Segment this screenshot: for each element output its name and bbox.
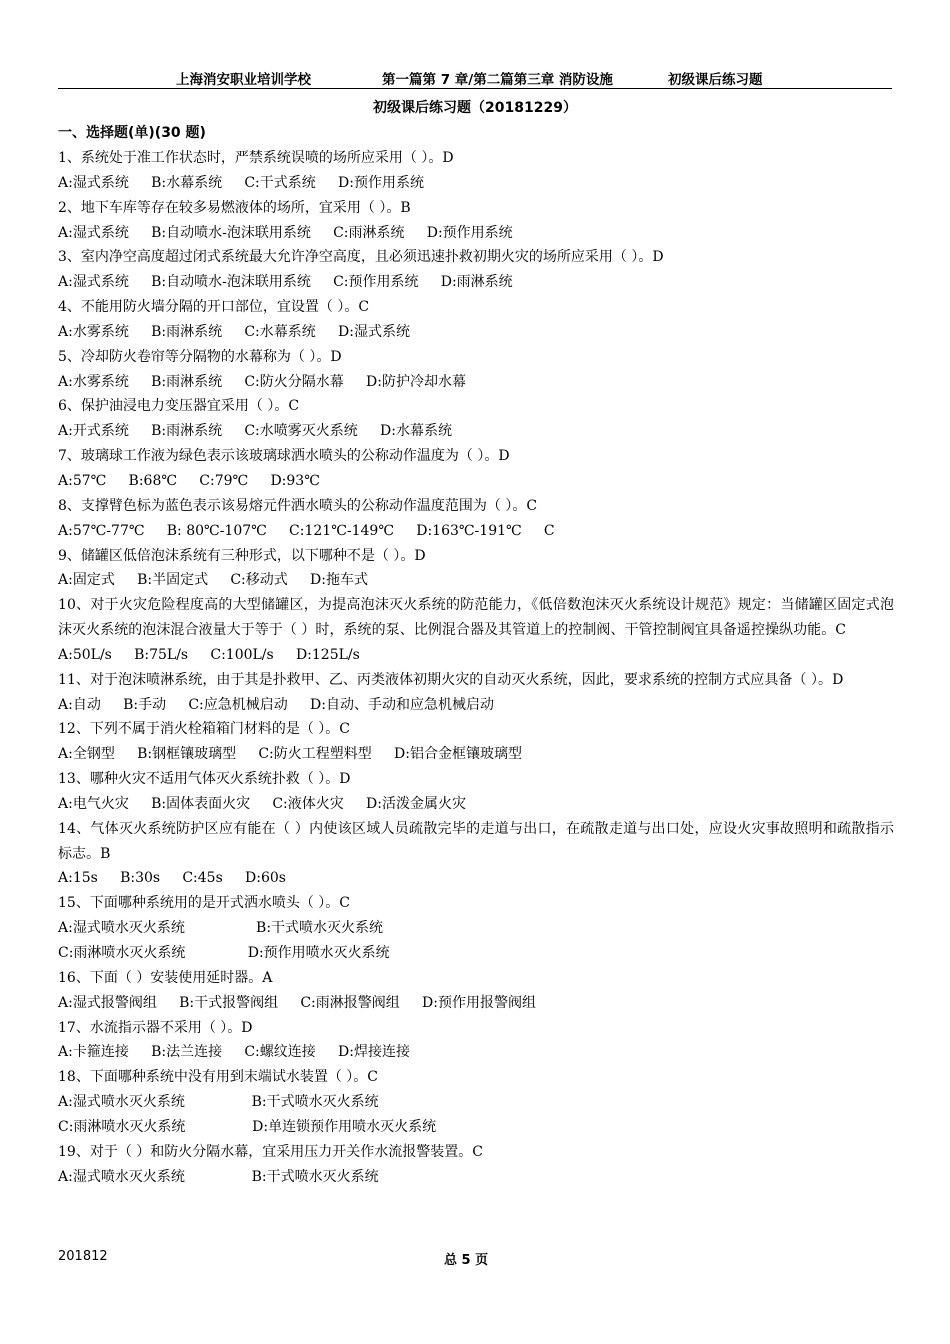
- text-line: A:湿式喷水灭火系统 B:干式喷水灭火系统: [58, 1094, 379, 1111]
- header-school: 上海消安职业培训学校: [176, 72, 311, 88]
- text-line: A:50L/s B:75L/s C:100L/s D:125L/s: [58, 646, 360, 663]
- text-line: 9、储罐区低倍泡沫系统有三种形式，以下哪种不是（ ）。D: [58, 547, 426, 564]
- text-line: 19、对于（ ）和防火分隔水幕，宜采用压力开关作水流报警装置。C: [58, 1143, 483, 1160]
- question-list: [58, 146, 894, 1189]
- text-line: 7、玻璃球工作液为绿色表示该玻璃球洒水喷头的公称动作温度为（ ）。D: [58, 448, 510, 465]
- text-line: 1、系统处于准工作状态时，严禁系统误喷的场所应采用（ ）。D: [58, 150, 454, 166]
- text-line: A:57℃ B:68℃ C:79℃ D:93℃: [58, 472, 320, 489]
- question-10: 10、对于火灾危险程度高的大型储罐区，为提高泡沫灭火系统的防范能力，《低倍数泡沫灭火系统设计规范》规定：当储罐区固定式泡沫灭火系统的泡沫混合液量大于等于（ ）时，系统的泵、比例混合器及其管道上的控制阀、干管控制阀宜具备遥控操纵功能。C: [58, 597, 894, 639]
- text-line: A:开式系统 B:雨淋系统 C:水喷雾灭火系统 D:水幕系统: [58, 423, 452, 440]
- question-14: 14、气体灭火系统防护区应有能在（ ）内使该区域人员疏散完毕的走道与出口，在疏散走道与出口处，应设火灾事故照明和疏散指示标志。B: [58, 820, 894, 862]
- text-line: 5、冷却防火卷帘等分隔物的水幕称为（ ）。D: [58, 348, 342, 365]
- section-title: 一、选择题(单)(30 题): [58, 125, 206, 141]
- document-title: 初级课后练习题（20181229）: [373, 100, 577, 116]
- text-line: 13、哪种火灾不适用气体灭火系统扑救（ ）。D: [58, 771, 351, 788]
- question-11: 11、对于泡沫喷淋系统，由于其是扑救甲、乙、丙类液体初期火灾的自动灭火系统，因此，要求系统的控制方式应具备（ ）。D: [58, 671, 844, 688]
- text-line: 16、下面（ ）安装使用延时器。A: [58, 969, 273, 986]
- text-line: 6、保护油浸电力变压器宜采用（ ）。C: [58, 398, 300, 415]
- text-line: A:57℃-77℃ B: 80℃-107℃ C:121℃-149℃ D:163℃-191℃ C: [58, 522, 555, 539]
- footer-page-count: 总 5 页: [444, 1253, 489, 1268]
- text-line: A:15s B:30s C:45s D:60s: [58, 870, 286, 887]
- text-line: A:湿式喷水灭火系统 B:干式喷水灭火系统: [58, 1168, 379, 1185]
- text-line: C:雨淋喷水灭火系统 D:单连锁预作用喷水灭火系统: [58, 1118, 437, 1135]
- text-line: A:湿式喷水灭火系统 B:干式喷水灭火系统: [58, 920, 384, 937]
- text-line: 18、下面哪种系统中没有用到末端试水装置（ ）。C: [58, 1069, 378, 1086]
- text-line: 17、水流指示器不采用（ ）。D: [58, 1019, 253, 1036]
- text-line: A:固定式 B:半固定式 C:移动式 D:拖车式: [58, 572, 368, 589]
- text-line: 3、室内净空高度超过闭式系统最大允许净空高度，且必须迅速扑救初期火灾的场所应采用（ ）。D: [58, 249, 664, 266]
- header-chapter: 第一篇第 7 章/第二篇第三章 消防设施: [382, 72, 613, 88]
- text-line: A:自动 B:手动 C:应急机械启动 D:自动、手动和应急机械启动: [58, 696, 494, 713]
- page-header: [58, 66, 892, 89]
- text-line: 8、支撑臂色标为蓝色表示该易熔元件洒水喷头的公称动作温度范围为（ ）。C: [58, 497, 538, 514]
- text-line: 12、下列不属于消火栓箱箱门材料的是（ ）。C: [58, 721, 350, 738]
- footer-date: 201812: [58, 1249, 108, 1264]
- text-line: A:湿式系统 B:自动喷水-泡沫联用系统 C:雨淋系统 D:预作用系统: [58, 224, 513, 241]
- text-line: A:卡箍连接 B:法兰连接 C:螺纹连接 D:焊接连接: [58, 1044, 410, 1061]
- text-line: A:电气火灾 B:固体表面火灾 C:液体火灾 D:活泼金属火灾: [58, 795, 466, 812]
- text-line: A:湿式系统 B:水幕系统 C:干式系统 D:预作用系统: [58, 174, 424, 191]
- text-line: 4、不能用防火墙分隔的开口部位，宜设置（ ）。C: [58, 299, 370, 316]
- text-line: A:湿式系统 B:自动喷水-泡沫联用系统 C:预作用系统 D:雨淋系统: [58, 274, 513, 291]
- text-line: 15、下面哪种系统用的是开式洒水喷头（ ）。C: [58, 895, 350, 912]
- text-line: A:湿式报警阀组 B:干式报警阀组 C:雨淋报警阀组 D:预作用报警阀组: [58, 994, 536, 1011]
- text-line: 2、地下车库等存在较多易燃液体的场所，宜采用（ ）。B: [58, 199, 411, 216]
- header-course: 初级课后练习题: [668, 72, 763, 88]
- text-line: C:雨淋喷水灭火系统 D:预作用喷水灭火系统: [58, 945, 390, 961]
- text-line: A:水雾系统 B:雨淋系统 C:水幕系统 D:湿式系统: [58, 323, 410, 340]
- text-line: A:水雾系统 B:雨淋系统 C:防火分隔水幕 D:防护冷却水幕: [58, 373, 466, 390]
- text-line: A:全钢型 B:钢框镶玻璃型 C:防火工程塑料型 D:铝合金框镶玻璃型: [58, 746, 522, 763]
